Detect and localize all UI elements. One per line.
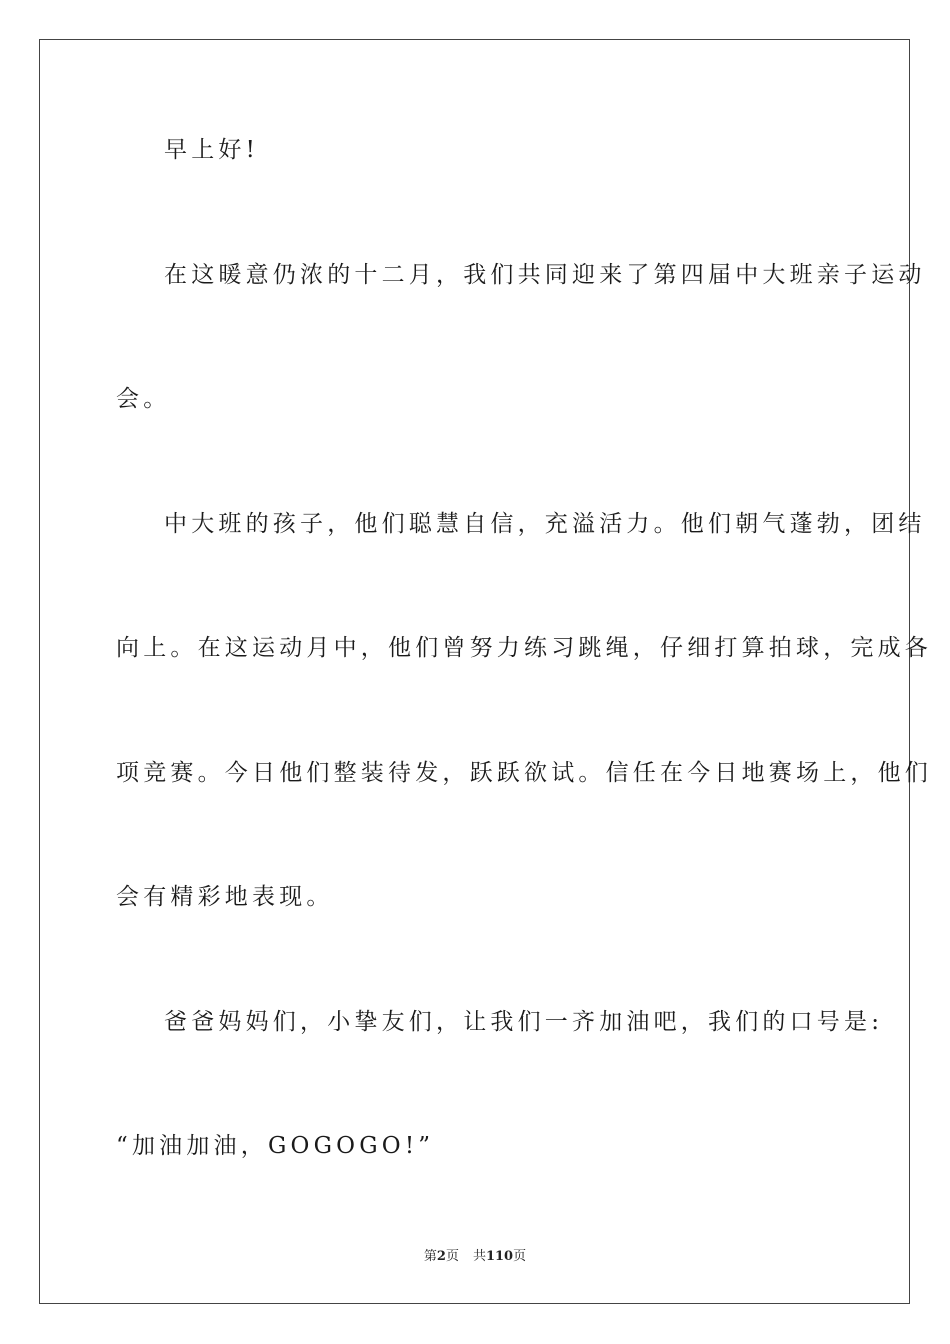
- greeting-line: 早上好!: [164, 137, 260, 163]
- paragraph-1-line-1: 在这暖意仍浓的十二月，我们共同迎来了第四届中大班亲子运动: [164, 262, 926, 288]
- total-prefix: 共: [472, 1249, 486, 1264]
- page-border: [39, 39, 932, 1304]
- paragraph-2-line-2: 向上。在这运动月中，他们曾努力练习跳绳，仔细打算拍球，完成各: [116, 635, 932, 661]
- slogan-line: “加油加油，GOGOGO!”: [116, 1133, 435, 1159]
- paragraph-2-line-4: 会有精彩地表现。: [116, 884, 334, 910]
- page-suffix: 页: [445, 1249, 459, 1264]
- page-prefix: 第: [423, 1249, 437, 1264]
- paragraph-3-line-1: 爸爸妈妈们，小挚友们，让我们一齐加油吧，我们的口号是:: [164, 1009, 884, 1035]
- paragraph-1-line-2: 会。: [116, 386, 171, 412]
- total-suffix: 页: [513, 1249, 527, 1264]
- page-footer: [0, 1248, 950, 1266]
- total-page-count: 110: [485, 1249, 514, 1264]
- paragraph-2-line-1: 中大班的孩子，他们聪慧自信，充溢活力。他们朝气蓬勃，团结: [164, 511, 926, 537]
- page-number: 2: [436, 1249, 446, 1264]
- paragraph-2-line-3: 项竞赛。今日他们整装待发，跃跃欲试。信任在今日地赛场上，他们: [116, 760, 932, 786]
